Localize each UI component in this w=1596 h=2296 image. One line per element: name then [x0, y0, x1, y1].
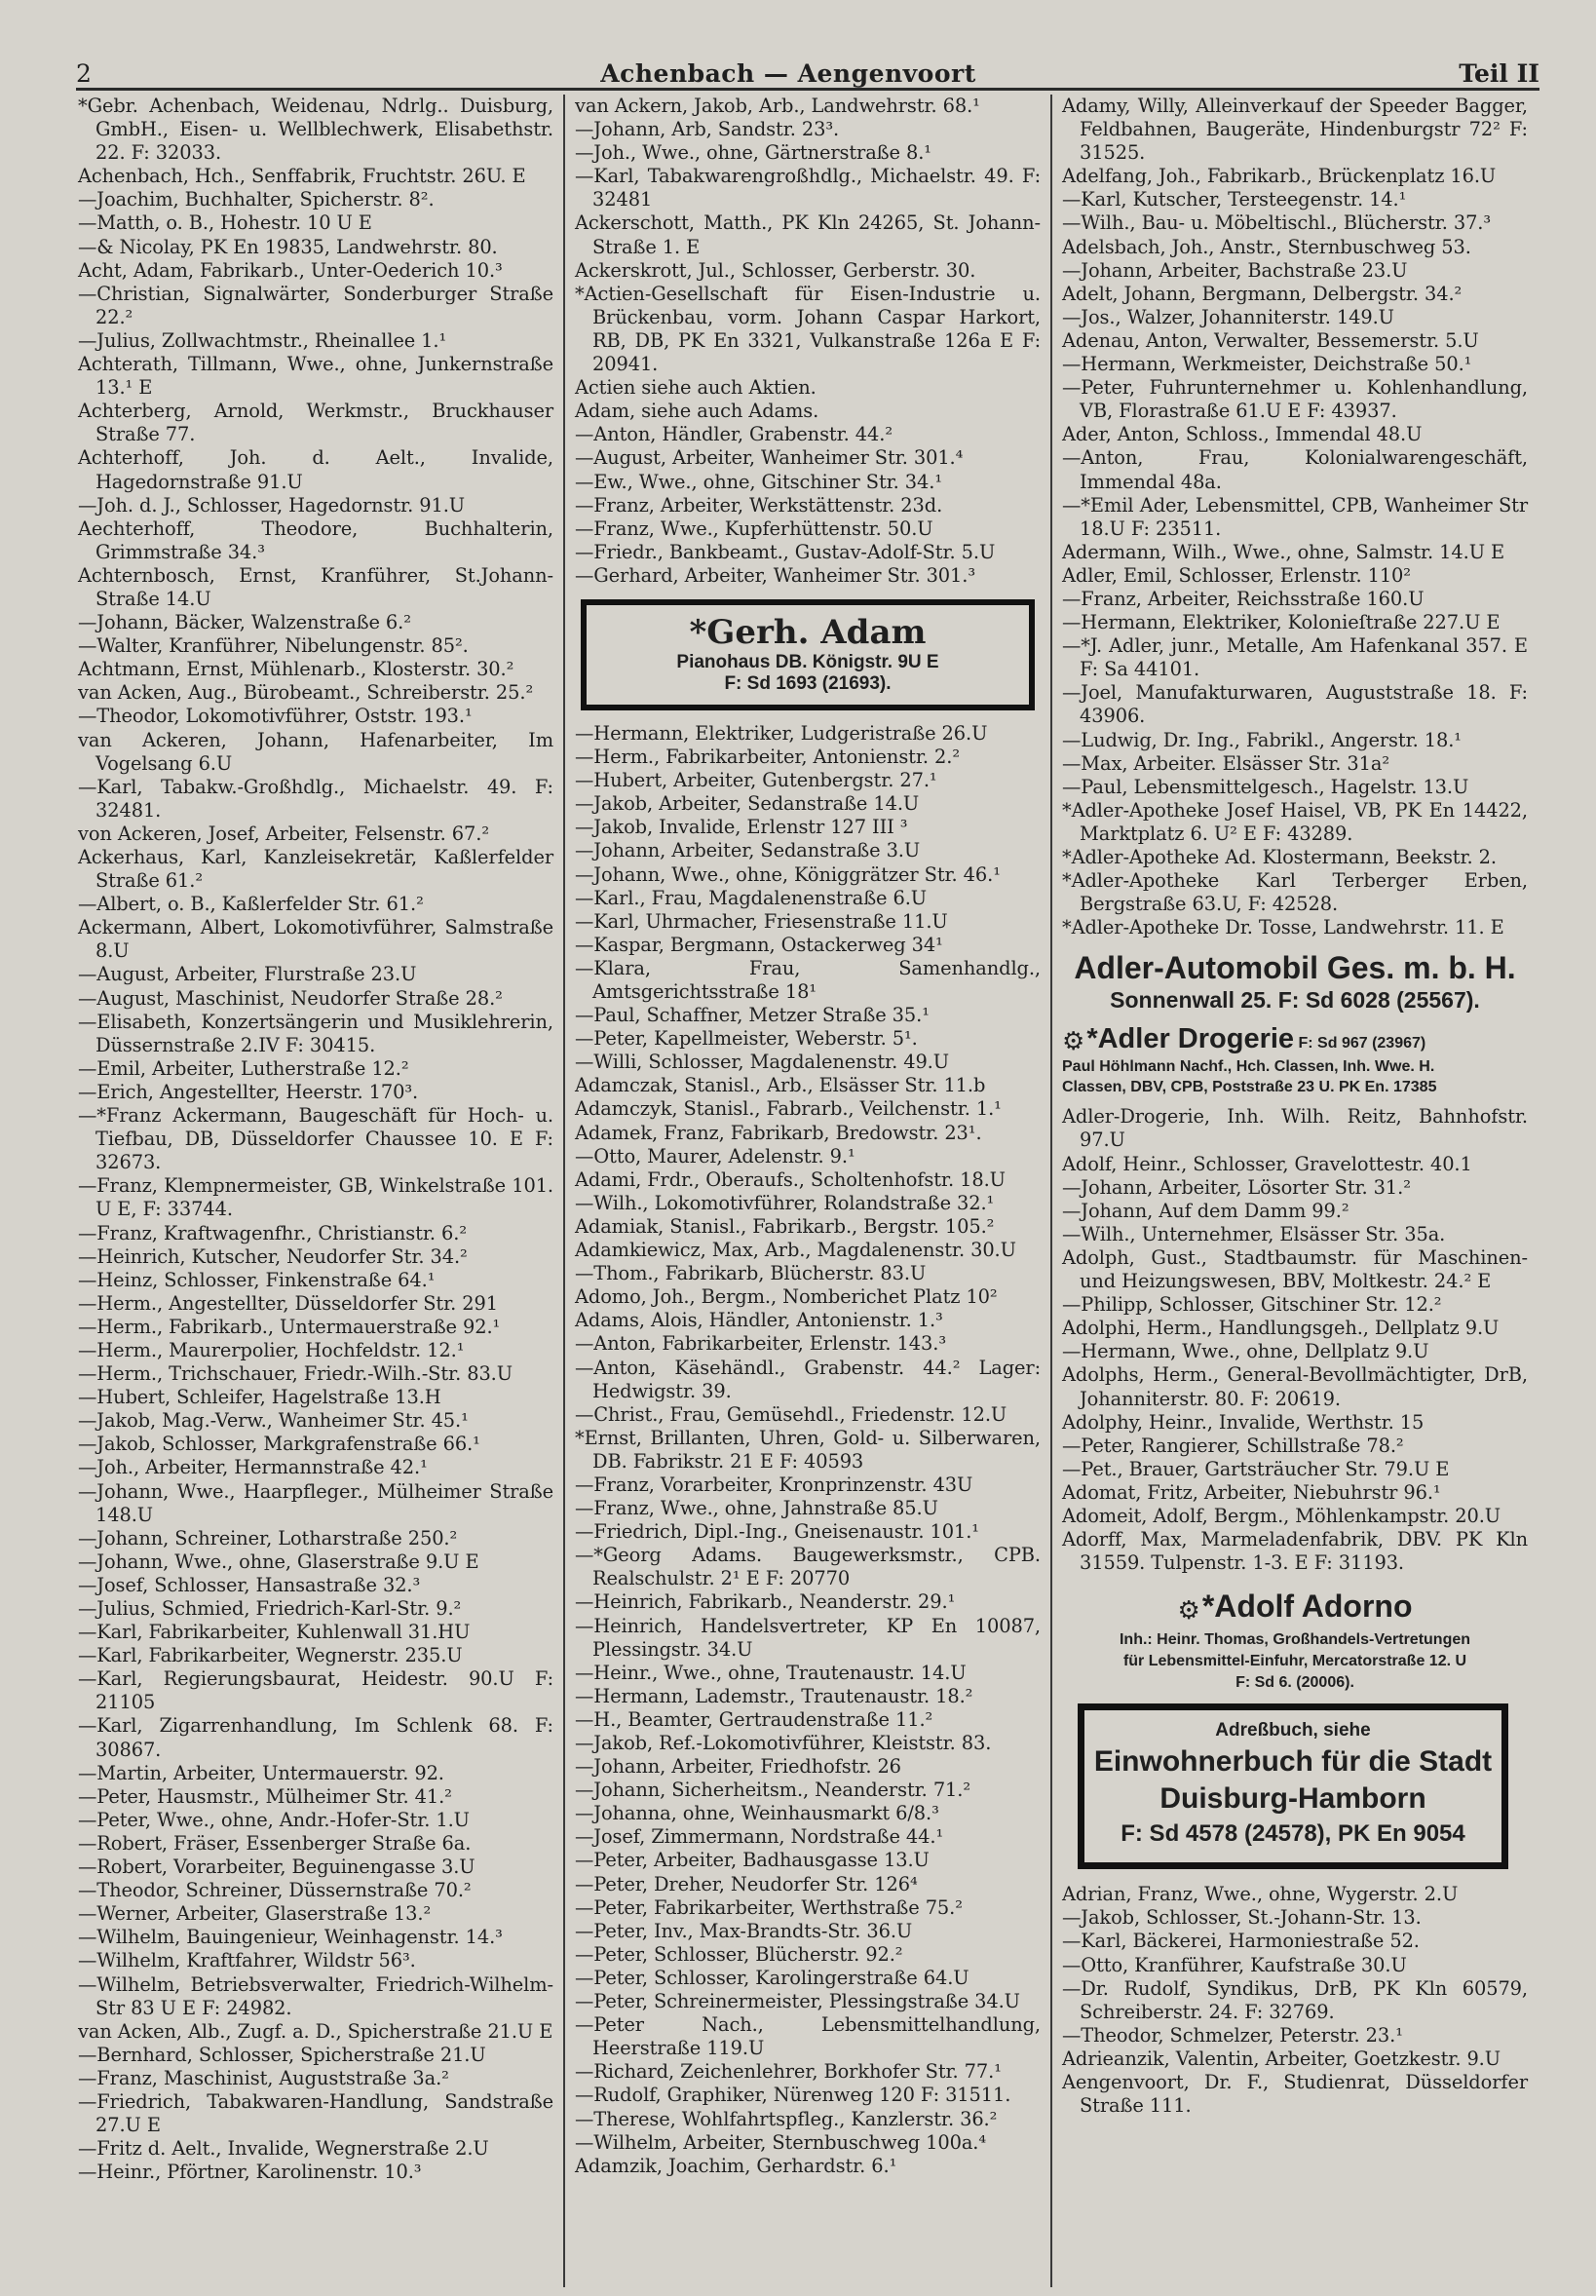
directory-entry: —Herm., Fabrikarbeiter, Antonienstr. 2.² [575, 746, 961, 769]
directory-entry: van Ackern, Jakob, Arb., Landwehrstr. 68.¹ [575, 95, 980, 117]
directory-entry: —Johann, Wwe., ohne, Glaserstraße 9.U E [78, 1550, 479, 1573]
directory-entry: —Jos., Walzer, Johanniterstr. 149.U [1062, 305, 1394, 328]
directory-entry: Ackermann, Albert, Lokomotivführer, Salmstraße 8.U [78, 916, 553, 963]
directory-entry: —Joh., Wwe., ohne, Gärtnerstraße 8.¹ [575, 141, 931, 165]
ad-line: F: Sd 1693 (21693). [724, 672, 892, 694]
directory-entry: —Johann, Arbeiter, Sedanstraße 3.U [575, 839, 921, 862]
directory-entry: —*Emil Ader, Lebensmittel, CPB, Wanheimer Str 18.U F: 23511. [1062, 493, 1528, 540]
directory-entry: —Jakob, Arbeiter, Sedanstraße 14.U [575, 792, 920, 816]
directory-entry: —Peter, Schlosser, Blücherstr. 92.² [575, 1942, 903, 1966]
directory-entry: Aengenvoort, Dr. F., Studienrat, Düsseldorfer Straße 111. [1062, 2071, 1528, 2118]
directory-entry: —Otto, Maurer, Adelenstr. 9.¹ [575, 1144, 855, 1167]
directory-entry: —Ew., Wwe., ohne, Gitschiner Str. 34.¹ [575, 470, 943, 493]
directory-entry: —Julius, Zollwachtmstr., Rheinallee 1.¹ [78, 328, 447, 352]
directory-entry: —Johann, Auf dem Damm 99.² [1062, 1199, 1349, 1222]
ad-line: Sonnenwall 25. F: Sd 6028 (25567). [1110, 987, 1480, 1014]
directory-entry: Acht, Adam, Fabrikarb., Unter-Oederich 10.³ [78, 258, 503, 282]
directory-entry: —Theodor, Schmelzer, Peterstr. 23.¹ [1062, 2023, 1403, 2047]
directory-entry: —*Georg Adams. Baugewerksmstr., CPB. Realschulstr. 2¹ E F: 20770 [575, 1544, 1041, 1590]
ad-title: Einwohnerbuch für die Stadt [1093, 1745, 1493, 1779]
directory-entry: Adrian, Franz, Wwe., ohne, Wygerstr. 2.U [1062, 1883, 1459, 1906]
ad-line: Paul Höhlmann Nachf., Hch. Classen, Inh. Wwe. H. [1062, 1058, 1435, 1076]
directory-entry: —Heinrich, Fabrikarb., Neanderstr. 29.¹ [575, 1590, 956, 1614]
directory-entry: —Friedr., Bankbeamt., Gustav-Adolf-Str. 5.U [575, 540, 996, 563]
directory-entry: —Martin, Arbeiter, Untermauerstr. 92. [78, 1761, 444, 1784]
directory-entry: —Hermann, Lademstr., Trautenaustr. 18.² [575, 1684, 973, 1707]
directory-entry: —Herm., Trichschauer, Friedr.-Wilh.-Str. 83.U [78, 1362, 513, 1386]
directory-entry: —Willi, Schlosser, Magdalenenstr. 49.U [575, 1051, 949, 1074]
ad-intro: Adreßbuch, siehe [1215, 1720, 1371, 1741]
directory-entry: —Hermann, Werkmeister, Deichstraße 50.¹ [1062, 353, 1472, 376]
directory-entry: —Peter, Fuhrunternehmer u. Kohlenhandlung, VB, Florastraße 61.U E F: 43937. [1062, 376, 1528, 423]
directory-entry: —H., Beamter, Gertraudenstraße 11.² [575, 1707, 933, 1731]
directory-entry: Adamczyk, Stanisl., Fabrarb., Veilchenstr. 1.¹ [575, 1097, 1002, 1121]
directory-entry: Adelfang, Joh., Fabrikarb., Brückenplatz 16.U [1062, 165, 1497, 188]
directory-entry: —Gerhard, Arbeiter, Wanheimer Str. 301.³ [575, 563, 976, 587]
directory-entry: —Heinr., Wwe., ohne, Trautenaustr. 14.U [575, 1661, 967, 1684]
ad-line: Inh.: Heinr. Thomas, Großhandels-Vertretungen [1119, 1631, 1471, 1649]
directory-entry: —Anton, Frau, Kolonialwarengeschäft, Immendal 48a. [1062, 446, 1528, 493]
directory-entry: —Franz, Arbeiter, Reichsstraße 160.U [1062, 587, 1425, 610]
directory-entry: Ackerschott, Matth., PK Kln 24265, St. Johann-Straße 1. E [575, 211, 1041, 258]
directory-entry: —Karl, Kutscher, Tersteegenstr. 14.¹ [1062, 188, 1407, 211]
directory-entry: —Richard, Zeichenlehrer, Borkhofer Str. 77.¹ [575, 2060, 1002, 2084]
directory-entry: Adelt, Johann, Bergmann, Delbergstr. 34.² [1062, 282, 1463, 305]
directory-entry: Adam, siehe auch Adams. [575, 400, 819, 423]
directory-entry: —Rudolf, Graphiker, Nürenweg 120 F: 31511. [575, 2084, 1011, 2107]
directory-entry: —Friedrich, Tabakwaren-Handlung, Sandstraße 27.U E [78, 2089, 553, 2137]
directory-entry: —Peter, Arbeiter, Badhausgasse 13.U [575, 1849, 930, 1872]
directory-entry: von Ackeren, Josef, Arbeiter, Felsenstr. 67.² [78, 822, 490, 845]
directory-entry: —Franz, Vorarbeiter, Kronprinzenstr. 43U [575, 1473, 973, 1496]
directory-entry: Adorff, Max, Marmeladenfabrik, DBV. PK Kln 31559. Tulpenstr. 1-3. E F: 31193. [1062, 1528, 1528, 1575]
directory-entry: —Robert, Fräser, Essenberger Straße 6a. [78, 1831, 472, 1855]
directory-entry: —Karl, Uhrmacher, Friesenstraße 11.U [575, 909, 948, 933]
directory-entry: —Fritz d. Aelt., Invalide, Wegnerstraße 2.U [78, 2137, 489, 2161]
directory-entry: Adolphi, Herm., Handlungsgeh., Dellplatz 9.U [1062, 1317, 1500, 1340]
directory-entry: —Anton, Fabrikarbeiter, Erlenstr. 143.³ [575, 1332, 946, 1356]
directory-entry: —Erich, Angestellter, Heerstr. 170³. [78, 1080, 419, 1103]
directory-entry: —Hubert, Schleifer, Hagelstraße 13.H [78, 1386, 441, 1409]
directory-entry: —Karl, Regierungsbaurat, Heidestr. 90.U F: 21105 [78, 1667, 553, 1714]
directory-entry: —Therese, Wohlfahrtspfleg., Kanzlerstr. 36.² [575, 2107, 998, 2130]
directory-entry: —Friedrich, Dipl.-Ing., Gneisenaustr. 101.¹ [575, 1520, 979, 1544]
directory-entry: —Jakob, Mag.-Verw., Wanheimer Str. 45.¹ [78, 1409, 469, 1433]
directory-entry: —Johann, Wwe., Haarpfleger., Mülheimer Straße 148.U [78, 1479, 553, 1526]
directory-entry: —Hermann, Elektriker, Kolonieſtraße 227.U E [1062, 611, 1501, 634]
directory-entry: Achterath, Tillmann, Wwe., ohne, Junkernstraße 13.¹ E [78, 353, 553, 400]
directory-entry: —Johann, Arb, Sandstr. 23³. [575, 118, 840, 141]
directory-entry: —Peter, Kapellmeister, Weberstr. 5¹. [575, 1027, 918, 1051]
directory-entry: Adler, Emil, Schlosser, Erlenstr. 110² [1062, 563, 1411, 587]
ad-phone: F: Sd 967 (23967) [1298, 1035, 1426, 1052]
advertisement-adler-drogerie [1062, 1023, 1528, 1097]
directory-entry: —Elisabeth, Konzertsängerin und Musiklehrerin, Düssernstraße 2.IV F: 30415. [78, 1010, 553, 1056]
directory-entry: —Karl, Fabrikarbeiter, Wegnerstr. 235.U [78, 1644, 463, 1667]
page-number: 2 [76, 59, 92, 88]
directory-entry: —Klara, Frau, Samenhandlg., Amtsgerichtsstraße 18¹ [575, 956, 1041, 1003]
ad-line: Classen, DBV, CPB, Poststraße 23 U. PK En. 17385 [1062, 1079, 1437, 1096]
directory-entry: —Josef, Schlosser, Hansastraße 32.³ [78, 1573, 421, 1596]
directory-entry: —Johann, Bäcker, Walzenstraße 6.² [78, 611, 411, 634]
directory-entry: —Wilhelm, Betriebsverwalter, Friedrich-Wilhelm-Str 83 U E F: 24982. [78, 1972, 553, 2019]
directory-entry: van Ackeren, Johann, Hafenarbeiter, Im Vogelsang 6.U [78, 728, 553, 775]
page-header [76, 49, 1539, 91]
directory-entry: —*Franz Ackermann, Baugeschäft für Hoch- u. Tiefbau, DB, Düsseldorfer Chaussee 10. E F: 32673. [78, 1104, 553, 1174]
directory-entry: Adomeit, Adolf, Bergm., Möhlenkampstr. 20.U [1062, 1504, 1501, 1527]
directory-entry: —Herm., Maurerpolier, Hochfeldstr. 12.¹ [78, 1338, 465, 1361]
directory-entry: —Franz, Wwe., ohne, Jahnstraße 85.U [575, 1497, 938, 1520]
directory-entry: —Heinrich, Kutscher, Neudorfer Str. 34.² [78, 1244, 468, 1268]
directory-entry: —August, Maschinist, Neudorfer Straße 28.² [78, 986, 503, 1010]
directory-entry: —Franz, Kraftwagenfhr., Christianstr. 6.² [78, 1221, 467, 1244]
directory-entry: Adomo, Joh., Bergm., Nomberichet Platz 10² [575, 1285, 998, 1309]
ad-contact: F: Sd 4578 (24578), PK En 9054 [1121, 1820, 1465, 1848]
directory-entry: —August, Arbeiter, Wanheimer Str. 301.⁴ [575, 446, 964, 470]
directory-entry: —Max, Arbeiter. Elsässer Str. 31a² [1062, 751, 1389, 775]
directory-entry: —Josef, Zimmermann, Nordstraße 44.¹ [575, 1825, 944, 1849]
directory-entry: —Karl, Tabakwarengroßhdlg., Michaelstr. 49. F: 32481 [575, 165, 1041, 211]
ad-title: *Adolf Adorno [1201, 1588, 1413, 1625]
directory-entry: —Wilh., Unternehmer, Elsässer Str. 35a. [1062, 1222, 1446, 1245]
directory-entry: —Theodor, Lokomotivführer, Oststr. 193.¹ [78, 705, 473, 728]
directory-entry: —August, Arbeiter, Flurstraße 23.U [78, 963, 417, 986]
directory-entry: Achterberg, Arnold, Werkmstr., Bruckhauser Straße 77. [78, 400, 553, 446]
directory-entry: —Julius, Schmied, Friedrich-Karl-Str. 9.² [78, 1597, 462, 1620]
directory-entry: —Wilhelm, Kraftfahrer, Wildstr 56³. [78, 1949, 416, 1972]
directory-entry: —Peter, Schlosser, Karolingerstraße 64.U [575, 1966, 969, 1989]
directory-entry: Adamzik, Joachim, Gerhardstr. 6.¹ [575, 2154, 897, 2177]
directory-entry: —Peter, Schreinermeister, Plessingstraße 34.U [575, 1990, 1020, 2013]
directory-entry: —& Nicolay, PK En 19835, Landwehrstr. 80. [78, 235, 498, 258]
directory-entry: —Joh. d. J., Schlosser, Hagedornstr. 91.U [78, 493, 465, 517]
ad-title: Adler-Automobil Ges. m. b. H. [1074, 950, 1516, 986]
directory-entry: —Karl., Frau, Magdalenenstraße 6.U [575, 886, 928, 909]
directory-entry: —Johann, Schreiner, Lotharstraße 250.² [78, 1526, 458, 1550]
directory-entry: —Christ., Frau, Gemüsehdl., Friedenstr. 12.U [575, 1402, 1007, 1426]
directory-entry: —Anton, Händler, Grabenstr. 44.² [575, 423, 893, 446]
directory-entry: —Jakob, Ref.-Lokomotivführer, Kleiststr. 83. [575, 1732, 992, 1754]
directory-entry: *Adler-Apotheke Ad. Klostermann, Beekstr. 2. [1062, 846, 1497, 868]
directory-entry: Adamy, Willy, Alleinverkauf der Speeder Bagger, Feldbahnen, Baugeräte, Hindenburgstr 72² F: 31525. [1062, 95, 1528, 165]
directory-entry: Adolf, Heinr., Schlosser, Gravelottestr. 40.1 [1062, 1152, 1472, 1175]
directory-entry: —Otto, Kranführer, Kaufstraße 30.U [1062, 1953, 1407, 1976]
directory-entry: —Johann, Arbeiter, Lösorter Str. 31.² [1062, 1175, 1411, 1199]
advertisement-adorno [1062, 1587, 1528, 1694]
directory-entry: —Karl, Tabakw.-Großhdlg., Michaelstr. 49. F: 32481. [78, 775, 553, 822]
directory-entry: —Joh., Arbeiter, Hermannstraße 42.¹ [78, 1456, 428, 1479]
directory-entry: Aechterhoff, Theodore, Buchhalterin, Grimmstraße 34.³ [78, 517, 553, 563]
directory-entry: —Johann, Arbeiter, Friedhofstr. 26 [575, 1755, 901, 1779]
directory-entry: —Matth, o. B., Hohestr. 10 U E [78, 211, 372, 235]
part-label: Teil II [1459, 59, 1539, 88]
directory-entry: Adolphy, Heinr., Invalide, Werthstr. 15 [1062, 1410, 1425, 1434]
directory-entry: Achterhoff, Joh. d. Aelt., Invalide, Hagedornstraße 91.U [78, 446, 553, 493]
directory-entry: —Peter, Wwe., ohne, Andr.-Hofer-Str. 1.U [78, 1808, 470, 1831]
directory-entry: —Anton, Käsehändl., Grabenstr. 44.² Lager: Hedwigstr. 39. [575, 1356, 1041, 1402]
directory-entry: —Jakob, Schlosser, St.-Johann-Str. 13. [1062, 1906, 1422, 1930]
directory-entry: Ackerskrott, Jul., Schlosser, Gerberstr. 30. [575, 258, 976, 282]
directory-entry: —Johann, Arbeiter, Bachstraße 23.U [1062, 258, 1408, 282]
directory-entry: —Wilhelm, Arbeiter, Sternbuschweg 100a.⁴ [575, 2130, 987, 2154]
directory-entry: —Paul, Schaffner, Metzer Straße 35.¹ [575, 1004, 930, 1027]
directory-entry: Ackerhaus, Karl, Kanzleisekretär, Kaßlerfelder Straße 61.² [78, 846, 553, 893]
directory-entry: Adami, Frdr., Oberaufs., Scholtenhofstr. 18.U [575, 1167, 1006, 1191]
directory-entry: —Walter, Kranführer, Nibelungenstr. 85². [78, 634, 469, 658]
advertisement-adam [581, 599, 1035, 710]
directory-entry: —Jakob, Schlosser, Markgrafenstraße 66.¹ [78, 1433, 480, 1456]
directory-entry: Ader, Anton, Schloss., Immendal 48.U [1062, 423, 1423, 446]
directory-entry: *Adler-Apotheke Josef Haisel, VB, PK En 14422, Marktplatz 6. U² E F: 43289. [1062, 798, 1528, 845]
directory-entry: Adamiak, Stanisl., Fabrikarb., Bergstr. 105.² [575, 1214, 995, 1238]
directory-entry: —Wilh., Lokomotivführer, Rolandstraße 32.¹ [575, 1191, 995, 1214]
directory-entry: —Karl, Zigarrenhandlung, Im Schlenk 68. F: 30867. [78, 1714, 553, 1761]
directory-entry: —Karl, Fabrikarbeiter, Kuhlenwall 31.HU [78, 1621, 471, 1644]
directory-entry: Achenbach, Hch., Senffabrik, Fruchtstr. 26U. E [78, 165, 526, 188]
directory-entry: —Christian, Signalwärter, Sonderburger Straße 22.² [78, 282, 553, 328]
directory-entry: —Wilh., Bau- u. Möbeltischl., Blücherstr. 37.³ [1062, 211, 1492, 235]
directory-entry: —Herm., Fabrikarb., Untermauerstraße 92.¹ [78, 1315, 501, 1338]
directory-entry: —Franz, Wwe., Kupferhüttenstr. 50.U [575, 517, 933, 540]
ad-line: F: Sd 6. (20006). [1235, 1674, 1354, 1692]
directory-entry: van Acken, Alb., Zugf. a. D., Spicherstraße 21.U E [78, 2019, 553, 2043]
directory-entry: *Gebr. Achenbach, Weidenau, Ndrlg.. Duisburg, GmbH., Eisen- u. Wellblechwerk, Elisabethstr. 22. F: 32033. [78, 95, 553, 165]
running-title: Achenbach — Aengenvoort [600, 59, 976, 88]
directory-entry: —Hubert, Arbeiter, Gutenbergstr. 27.¹ [575, 769, 937, 792]
directory-entry: *Ernst, Brillanten, Uhren, Gold- u. Silberwaren, DB. Fabrikstr. 21 E F: 40593 [575, 1426, 1041, 1473]
directory-entry: —Werner, Arbeiter, Glaserstraße 13.² [78, 1902, 432, 1926]
directory-entry: Adamkiewicz, Max, Arb., Magdalenenstr. 30.U [575, 1239, 1016, 1262]
ad-title-row [1062, 1587, 1528, 1629]
directory-entry: —Heinr., Pförtner, Karolinenstr. 10.³ [78, 2161, 422, 2184]
directory-entry: Adolphs, Herm., General-Bevollmächtigter, DrB, Johanniterstr. 80. F: 20619. [1062, 1363, 1528, 1410]
ad-line: für Lebensmittel-Einfuhr, Mercatorstraße 12. U [1122, 1653, 1467, 1670]
directory-entry: Adams, Alois, Händler, Antonienstr. 1.³ [575, 1309, 943, 1332]
directory-entry: *Adler-Apotheke Karl Terberger Erben, Bergstraße 63.U, F: 42528. [1062, 869, 1528, 916]
ad-line: Pianohaus DB. Königstr. 9U E [676, 651, 939, 672]
directory-entry: —Franz, Maschinist, Auguststraße 3a.² [78, 2066, 449, 2089]
directory-entry: —Peter Nach., Lebensmittelhandlung, Heerstraße 119.U [575, 2013, 1041, 2060]
directory-entry: —Robert, Vorarbeiter, Beguinengasse 3.U [78, 1856, 475, 1879]
directory-entry: Adomat, Fritz, Arbeiter, Niebuhrstr 96.¹ [1062, 1480, 1441, 1504]
gear-icon: ⚙ [1177, 1595, 1200, 1626]
advertisement-adler-automobil [1062, 949, 1528, 1014]
directory-entry: —Johanna, ohne, Weinhausmarkt 6/8.³ [575, 1802, 939, 1825]
directory-entry: Adenau, Anton, Verwalter, Bessemerstr. 5.U [1062, 328, 1479, 352]
column-middle [563, 95, 1050, 2287]
directory-entry: —Johann, Sicherheitsm., Neanderstr. 71.² [575, 1779, 971, 1802]
directory-entry: Achtmann, Ernst, Mühlenarb., Klosterstr. 30.² [78, 658, 514, 681]
directory-entry: —Franz, Klempnermeister, GB, Winkelstraße 101. U E, F: 33744. [78, 1174, 553, 1221]
ad-title-row [1062, 1023, 1528, 1056]
ad-title: *Gerh. Adam [689, 612, 927, 652]
directory-entry: Adelsbach, Joh., Anstr., Sternbuschweg 53. [1062, 235, 1471, 258]
directory-entry: —*J. Adler, junr., Metalle, Am Hafenkanal 357. E F: Sa 44101. [1062, 634, 1528, 681]
directory-entry: —Jakob, Invalide, Erlenstr 127 III ³ [575, 816, 908, 839]
directory-entry: —Pet., Brauer, Gartsträucher Str. 79.U E [1062, 1457, 1450, 1480]
directory-entry: —Joel, Manufakturwaren, Auguststraße 18. F: 43906. [1062, 681, 1528, 728]
directory-entry: Adolph, Gust., Stadtbaumstr. für Maschinen- und Heizungswesen, BBV, Moltkestr. 24.² E [1062, 1245, 1528, 1293]
directory-entry: *Actien-Gesellschaft für Eisen-Industrie u. Brückenbau, vorm. Johann Caspar Harkort, RB, DB, PK En 3321, Vulkanstraße 126a E F: 20941. [575, 282, 1041, 376]
directory-entry: Adermann, Wilh., Wwe., ohne, Salmstr. 14.U E [1062, 540, 1505, 563]
directory-entry: —Philipp, Schlosser, Gitschiner Str. 12.² [1062, 1293, 1442, 1317]
directory-entry: van Acken, Aug., Bürobeamt., Schreiberstr. 25.² [78, 681, 534, 705]
directory-entry: Achternbosch, Ernst, Kranführer, St.Johann-Straße 14.U [78, 563, 553, 610]
directory-entry: —Peter, Hausmstr., Mülheimer Str. 41.² [78, 1784, 452, 1808]
directory-entry: —Bernhard, Schlosser, Spicherstraße 21.U [78, 2043, 486, 2066]
directory-entry: —Franz, Arbeiter, Werkstättenstr. 23d. [575, 493, 943, 517]
directory-entry: *Adler-Apotheke Dr. Tosse, Landwehrstr. 11. E [1062, 916, 1504, 939]
directory-entry: —Heinrich, Handelsvertreter, KP En 10087, Plessingstr. 34.U [575, 1614, 1041, 1661]
directory-entry: —Peter, Inv., Max-Brandts-Str. 36.U [575, 1919, 913, 1942]
directory-entry: —Peter, Rangierer, Schillstraße 78.² [1062, 1434, 1404, 1457]
directory-entry: Adler-Drogerie, Inh. Wilh. Reitz, Bahnhofstr. 97.U [1062, 1105, 1528, 1152]
directory-entry: —Theodor, Schreiner, Düssernstraße 70.² [78, 1879, 472, 1902]
gear-icon: ⚙ [1062, 1026, 1085, 1056]
ad-title: Duisburg-Hamborn [1159, 1782, 1426, 1816]
directory-entry: —Karl, Bäckerei, Harmoniestraße 52. [1062, 1930, 1420, 1953]
directory-entry: —Peter, Dreher, Neudorfer Str. 126⁴ [575, 1872, 918, 1895]
directory-entry: Adamczak, Stanisl., Arb., Elsässer Str. 11.b [575, 1074, 986, 1097]
directory-entry: Adrieanzik, Valentin, Arbeiter, Goetzkestr. 9.U [1062, 2047, 1501, 2070]
directory-entry: —Joachim, Buchhalter, Spicherstr. 8². [78, 188, 435, 211]
directory-entry: —Thom., Fabrikarb, Blücherstr. 83.U [575, 1262, 927, 1285]
directory-entry: —Herm., Angestellter, Düsseldorfer Str. 291 [78, 1291, 498, 1315]
directory-entry: —Peter, Fabrikarbeiter, Werthstraße 75.² [575, 1895, 963, 1919]
directory-entry: —Kaspar, Bergmann, Ostackerweg 34¹ [575, 933, 943, 956]
directory-entry: —Johann, Wwe., ohne, Königgrätzer Str. 46.¹ [575, 862, 1001, 886]
directory-entry: Adamek, Franz, Fabrikarb, Bredowstr. 23¹. [575, 1121, 982, 1144]
directory-entry: Actien siehe auch Aktien. [575, 376, 817, 400]
directory-entry: —Hermann, Elektriker, Ludgeristraße 26.U [575, 721, 988, 745]
columns [76, 95, 1539, 2287]
directory-entry: —Dr. Rudolf, Syndikus, DrB, PK Kln 60579, Schreiberstr. 24. F: 32769. [1062, 1976, 1528, 2023]
ad-title: *Adler Drogerie [1086, 1023, 1295, 1055]
directory-entry: —Hermann, Wwe., ohne, Dellplatz 9.U [1062, 1340, 1429, 1363]
directory-entry: —Wilhelm, Bauingenieur, Weinhagenstr. 14.³ [78, 1926, 503, 1949]
directory-entry: —Ludwig, Dr. Ing., Fabrikl., Angerstr. 18.¹ [1062, 728, 1462, 751]
directory-entry: —Emil, Arbeiter, Lutherstraße 12.² [78, 1056, 409, 1080]
advertisement-adressbuch [1078, 1703, 1508, 1869]
directory-entry: —Paul, Lebensmittelgesch., Hagelstr. 13.U [1062, 775, 1469, 798]
column-right [1050, 95, 1538, 2287]
directory-entry: —Heinz, Schlosser, Finkenstraße 64.¹ [78, 1268, 436, 1291]
column-left [76, 95, 563, 2287]
directory-entry: —Albert, o. B., Kaßlerfelder Str. 61.² [78, 893, 424, 916]
